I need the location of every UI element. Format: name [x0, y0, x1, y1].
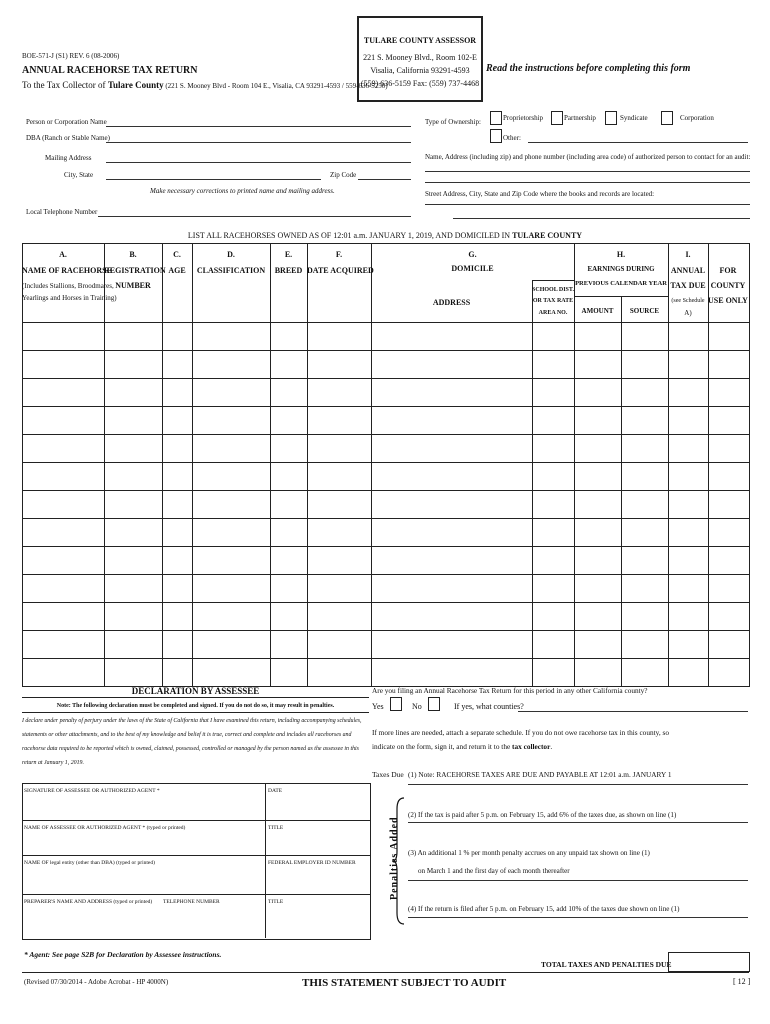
corporation-checkbox[interactable]	[661, 111, 673, 125]
earnings-sub-divider	[574, 296, 668, 297]
signature-row-divider	[22, 820, 370, 821]
col-a-note1: (Includes Stallions, Broodmares,	[22, 282, 114, 290]
col-divider	[270, 243, 271, 686]
domicile-sub-divider	[532, 280, 574, 281]
table-banner-text: LIST ALL RACEHORSES OWNED AS OF 12:01 a.m. JANUARY 1, 2019, AND DOMICILED IN	[187, 231, 513, 240]
county-use-3: USE ONLY	[708, 296, 748, 305]
col-i-title2: TAX DUE	[670, 281, 706, 290]
more-lines-text2a: indicate on the form, sign it, and return it to the	[372, 742, 513, 751]
books-field-1[interactable]	[425, 204, 750, 205]
declaration-line1: I declare under penalty of perjury under the laws of the State of California that I have examined this return, including accompanying schedules,	[22, 718, 362, 724]
name-agent-field[interactable]	[24, 833, 262, 853]
more-lines-text2	[372, 742, 552, 752]
col-i-letter: I.	[685, 250, 691, 259]
signature-block-divider	[265, 783, 266, 938]
person-label: Person or Corporation Name	[26, 118, 107, 126]
declaration-line4: return at January 1, 2019.	[22, 760, 84, 766]
dba-field[interactable]	[106, 142, 411, 143]
col-a-letter: A.	[59, 250, 67, 259]
table-row[interactable]	[22, 490, 749, 491]
proprietorship-label: Proprietorship	[503, 114, 544, 122]
which-counties-field[interactable]	[518, 711, 748, 712]
col-i-note2: A)	[684, 309, 692, 317]
more-lines-text1: If more lines are needed, attach a separate schedule. If you do not owe racehorse tax in this county, so	[372, 728, 669, 737]
corporation-label: Corporation	[680, 114, 714, 122]
books-field-2[interactable]	[453, 218, 750, 219]
taxes-due-label: Taxes Due	[372, 770, 404, 779]
col-h-title1: EARNINGS DURING	[587, 265, 655, 273]
table-banner-county: TULARE COUNTY	[512, 231, 583, 240]
more-lines-period: .	[550, 742, 553, 751]
date-field[interactable]	[268, 796, 367, 818]
col-e-letter: E.	[284, 250, 293, 259]
col-h-letter: H.	[616, 250, 626, 259]
col-g-school2: OR TAX RATE	[532, 298, 574, 304]
col-g-letter: G.	[468, 250, 477, 259]
preparer-field[interactable]	[24, 907, 262, 936]
total-field[interactable]	[668, 952, 750, 972]
declaration-heading: DECLARATION BY ASSESSEE	[131, 686, 260, 696]
contact-label: Name, Address (including zip) and phone number (including area code) of authorized person to contact for an audit:	[425, 153, 751, 161]
col-a-title: NAME OF RACEHORSE	[22, 266, 112, 275]
yes-checkbox[interactable]	[390, 697, 402, 711]
proprietorship-checkbox[interactable]	[490, 111, 502, 125]
syndicate-label: Syndicate	[620, 114, 648, 122]
page-number: [ 12 ]	[733, 977, 751, 986]
table-row[interactable]	[22, 546, 749, 547]
no-label: No	[412, 702, 422, 711]
signature-row-divider	[22, 894, 370, 895]
col-i-title1: ANNUAL	[670, 266, 706, 275]
col-b-title2: NUMBER	[115, 281, 151, 290]
city-field[interactable]	[106, 179, 321, 180]
revised-note: (Revised 07/30/2014 - Adobe Acrobat - HP 4000N)	[24, 978, 169, 986]
title2-field[interactable]	[268, 907, 367, 936]
contact-field-2[interactable]	[425, 182, 750, 183]
table-row[interactable]	[22, 602, 749, 603]
phone-label: Local Telephone Number	[26, 208, 98, 216]
other-label: Other:	[503, 134, 521, 142]
signature-field[interactable]	[24, 796, 262, 818]
line4-field[interactable]	[408, 917, 748, 918]
col-e-title: BREED	[274, 266, 303, 275]
which-counties-label: If yes, what counties?	[454, 702, 524, 711]
table-row[interactable]	[22, 462, 749, 463]
col-divider	[532, 280, 533, 686]
col-c-letter: C.	[173, 250, 181, 259]
legal-entity-field[interactable]	[24, 868, 262, 892]
declaration-divider	[22, 697, 369, 698]
col-a-note2: Yearlings and Horses in Training)	[22, 294, 117, 302]
col-divider	[708, 243, 709, 686]
county-use-2: COUNTY	[710, 281, 746, 290]
collector-address: (221 S. Mooney Blvd - Room 104 E., Visalia, CA 93291-4593 / 559-636-5250)	[163, 82, 388, 90]
corrections-note: Make necessary corrections to printed name and mailing address.	[150, 187, 335, 195]
other-field[interactable]	[528, 142, 748, 143]
declaration-line3: racehorse data required to be reported which is owned, claimed, possessed, controlled or managed by the person named as the assessee in this	[22, 746, 359, 752]
mailing-field[interactable]	[106, 162, 411, 163]
fein-field[interactable]	[268, 868, 367, 892]
assessor-address-line2: Visalia, California 93291-4593	[370, 66, 470, 75]
table-row[interactable]	[22, 434, 749, 435]
line2-field[interactable]	[408, 822, 748, 823]
county-use-1: FOR	[719, 266, 737, 275]
col-b-title1: REGISTRATION	[104, 266, 166, 275]
zip-label: Zip Code	[330, 171, 357, 179]
col-h-source: SOURCE	[629, 307, 660, 315]
ownership-label: Type of Ownership:	[425, 118, 481, 126]
col-b-letter: B.	[129, 250, 137, 259]
partnership-label: Partnership	[564, 114, 596, 122]
col-h-title2: PREVIOUS CALENDAR YEAR	[575, 280, 667, 287]
signature-label: SIGNATURE OF ASSESSEE OR AUTHORIZED AGENT *	[24, 788, 160, 794]
col-divider	[104, 243, 105, 686]
declaration-line2: statements or other attachments, and to the best of my knowledge and belief it is true, correct and complete and includes all racehorses and	[22, 732, 352, 738]
contact-field-1[interactable]	[425, 171, 750, 172]
telephone-label: TELEPHONE NUMBER	[163, 899, 220, 905]
line1-field[interactable]	[408, 784, 748, 785]
col-i-note1: (see Schedule	[671, 298, 705, 304]
col-divider	[162, 243, 163, 686]
col-divider	[192, 243, 193, 686]
collector-prefix: To the Tax Collector of	[22, 80, 108, 90]
legal-entity-label: NAME OF legal entity (other than DBA) (typed or printed)	[24, 860, 155, 866]
name-agent-label: NAME OF ASSESSEE OR AUTHORIZED AGENT * (typed or printed)	[24, 825, 186, 831]
phone-field[interactable]	[98, 216, 411, 217]
instructions-note: Read the instructions before completing this form	[486, 63, 691, 74]
penalty-line3a: (3) An additional 1 % per month penalty accrues on any unpaid tax shown on line (1)	[408, 849, 650, 857]
fein-label: FEDERAL EMPLOYER ID NUMBER	[268, 860, 356, 866]
zip-field[interactable]	[358, 179, 411, 180]
signature-row-divider	[22, 855, 370, 856]
footer-rule	[22, 972, 749, 973]
books-label: Street Address, City, State and Zip Code where the books and records are located:	[425, 190, 655, 198]
assessor-address-line1: 221 S. Mooney Blvd., Room 102-E	[363, 53, 477, 62]
table-row[interactable]	[22, 406, 749, 407]
syndicate-checkbox[interactable]	[605, 111, 617, 125]
no-checkbox[interactable]	[428, 697, 440, 711]
table-row[interactable]	[22, 658, 749, 659]
col-f-title: DATE ACQUIRED	[307, 266, 374, 275]
penalties-label: Penalties Added	[389, 816, 400, 900]
agent-note: * Agent: See page S2B for Declaration by Assessee instructions.	[24, 950, 222, 959]
col-g-school3: AREA NO.	[538, 310, 568, 316]
dba-label: DBA (Ranch or Stable Name)	[26, 134, 110, 142]
col-g-title: DOMICILE	[451, 264, 494, 273]
assessor-heading: TULARE COUNTY ASSESSOR	[363, 36, 477, 45]
preparer-label: PREPARER'S NAME AND ADDRESS (typed or printed)	[24, 899, 153, 905]
title-label: TITLE	[268, 825, 284, 831]
col-d-letter: D.	[227, 250, 235, 259]
line3-field[interactable]	[408, 880, 748, 881]
person-field[interactable]	[106, 126, 411, 127]
form-id: BOE-571-J (S1) REV. 6 (08-2006)	[22, 52, 120, 60]
partnership-checkbox[interactable]	[551, 111, 563, 125]
audit-statement: THIS STATEMENT SUBJECT TO AUDIT	[302, 977, 507, 989]
title2-label: TITLE	[268, 899, 284, 905]
penalty-line2: (2) If the tax is paid after 5 p.m. on February 15, add 6% of the taxes due, as shown on line (1)	[408, 811, 677, 819]
declaration-note: Note: The following declaration must be completed and signed. If you do not do so, it may result in penalties.	[56, 703, 335, 709]
table-header-divider	[22, 322, 749, 323]
other-county-question: Are you filing an Annual Racehorse Tax Return for this period in any other California county?	[372, 686, 648, 695]
collector-line	[22, 80, 388, 91]
date-label: DATE	[268, 788, 283, 794]
table-row[interactable]	[22, 574, 749, 575]
col-divider	[371, 243, 372, 686]
col-g-school1: SCHOOL DIST.	[532, 287, 574, 293]
collector-county: Tulare County	[107, 80, 164, 90]
declaration-note-divider	[22, 712, 369, 713]
table-banner	[0, 231, 770, 241]
penalties-brace	[393, 797, 405, 925]
table-row[interactable]	[22, 630, 749, 631]
tax-collector-text: tax collector	[512, 742, 551, 751]
col-divider	[621, 296, 622, 686]
assessor-phone: (559) 636-5159 Fax: (559) 737-4468	[360, 79, 480, 88]
total-label: TOTAL TAXES AND PENALTIES DUE	[541, 960, 672, 969]
col-f-letter: F.	[335, 250, 343, 259]
yes-label: Yes	[372, 702, 384, 711]
table-row[interactable]	[22, 518, 749, 519]
penalty-line4: (4) If the return is filed after 5 p.m. on February 15, add 10% of the taxes due shown on line (1)	[408, 905, 680, 913]
col-h-amount: AMOUNT	[581, 307, 614, 315]
form-title: ANNUAL RACEHORSE TAX RETURN	[22, 65, 198, 76]
mailing-label: Mailing Address	[45, 154, 92, 162]
col-g-address: ADDRESS	[432, 298, 471, 307]
city-label: City, State	[64, 171, 94, 179]
col-d-title: CLASSIFICATION	[196, 266, 266, 275]
title-field[interactable]	[268, 833, 367, 853]
penalty-line3b: on March 1 and the first day of each month thereafter	[418, 867, 570, 875]
tax-note-line1: (1) Note: RACEHORSE TAXES ARE DUE AND PAYABLE AT 12:01 a.m. JANUARY 1	[408, 770, 672, 779]
col-divider	[307, 243, 308, 686]
table-row[interactable]	[22, 350, 749, 351]
table-row[interactable]	[22, 378, 749, 379]
other-checkbox[interactable]	[490, 129, 502, 143]
col-c-title: AGE	[168, 266, 186, 275]
